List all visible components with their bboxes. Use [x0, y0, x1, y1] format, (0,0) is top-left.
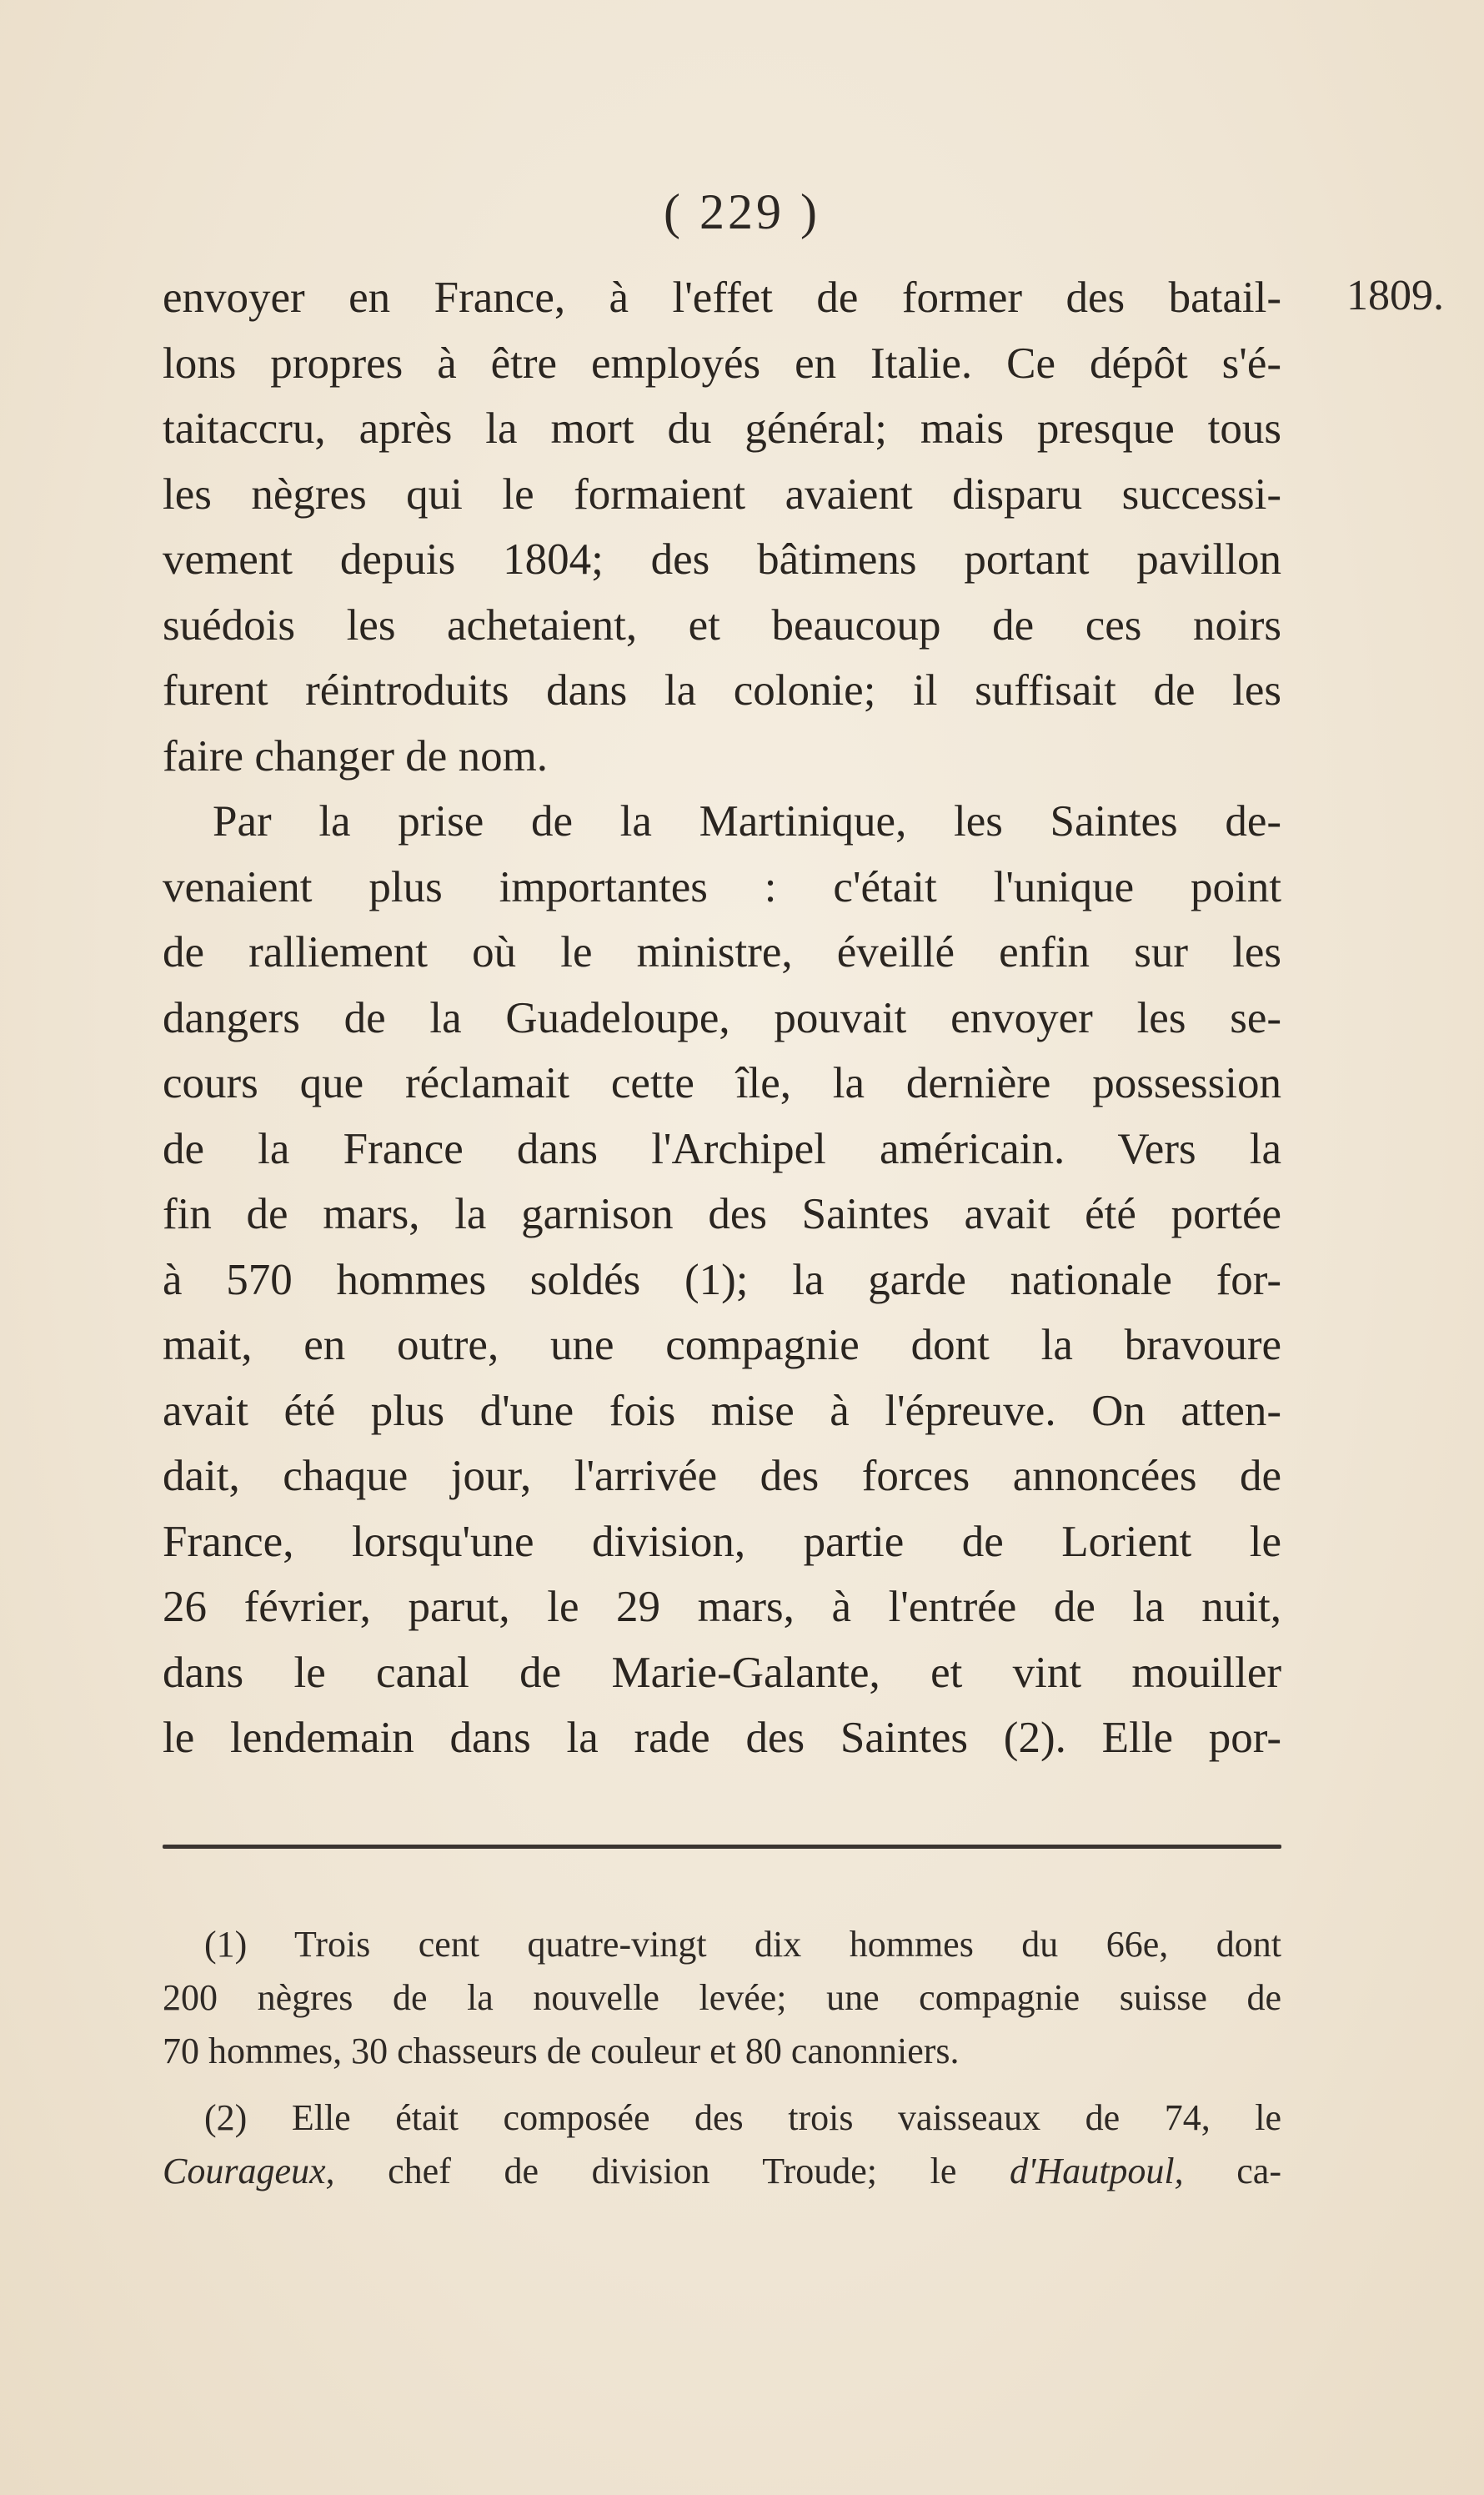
footnote-line — [163, 2145, 1281, 2198]
text-line: fin de mars, la garnison des Saintes avait été portée — [163, 1190, 1281, 1238]
text-line: avait été plus d'une fois mise à l'épreuve. On atten- — [163, 1386, 1281, 1435]
text-line: à 570 hommes soldés (1); la garde nationale for- — [163, 1255, 1281, 1304]
footnote-line: 200 nègres de la nouvelle levée; une compagnie suisse de — [163, 1977, 1281, 2018]
footnote-line: (1) Trois cent quatre-vingt dix hommes du 66e, dont — [204, 1924, 1281, 1965]
footnote-line: 70 hommes, 30 chasseurs de couleur et 80 canonniers. — [163, 2031, 960, 2071]
main-text — [163, 265, 1281, 1771]
text-line: venaient plus importantes : c'était l'unique point — [163, 862, 1281, 911]
footnote-separator-rule — [163, 1845, 1281, 1849]
text-line: envoyer en France, à l'effet de former des batail- — [163, 274, 1281, 322]
text-line: de la France dans l'Archipel américain. Vers la — [163, 1124, 1281, 1173]
footnote-line: (2) Elle était composée des trois vaisseaux de 74, le — [204, 2097, 1281, 2138]
text-line: mait, en outre, une compagnie dont la bravoure — [163, 1321, 1281, 1369]
text-line: faire changer de nom. — [163, 731, 549, 781]
text-line: taitaccru, après la mort du général; mais presque tous — [163, 404, 1281, 453]
text-line: suédois les achetaient, et beaucoup de ces noirs — [163, 600, 1281, 650]
text-line: furent réintroduits dans la colonie; il suffisait de les — [163, 666, 1281, 715]
text-line: cours que réclamait cette île, la dernière possession — [163, 1059, 1281, 1107]
text-line: vement depuis 1804; des bâtimens portant pavillon — [163, 535, 1281, 584]
text-line: France, lorsqu'une division, partie de Lorient le — [163, 1517, 1281, 1566]
footnote-text: ca- — [1183, 2151, 1281, 2191]
text-line: lons propres à être employés en Italie. Ce dépôt s'é- — [163, 339, 1281, 388]
text-line: dans le canal de Marie-Galante, et vint mouiller — [163, 1648, 1281, 1697]
ship-name: Courageux, — [163, 2151, 335, 2191]
page-number: ( 229 ) — [664, 184, 820, 239]
text-line: dait, chaque jour, l'arrivée des forces annoncées de — [163, 1452, 1281, 1500]
footnotes — [163, 1918, 1281, 2198]
text-line: 26 février, parut, le 29 mars, à l'entrée de la nuit, — [163, 1583, 1281, 1631]
text-line: Par la prise de la Martinique, les Saintes de- — [213, 797, 1281, 846]
text-line: dangers de la Guadeloupe, pouvait envoyer les se- — [163, 993, 1281, 1042]
text-line: de ralliement où le ministre, éveillé enfin sur les — [163, 928, 1281, 976]
text-line: les nègres qui le formaient avaient disparu successi- — [163, 469, 1281, 519]
margin-year-note: 1809. — [1346, 272, 1444, 319]
footnote-text: chef de division Troude; le — [334, 2151, 1010, 2191]
text-line: le lendemain dans la rade des Saintes (2). Elle por- — [163, 1714, 1281, 1762]
ship-name: d'Hautpoul, — [1010, 2151, 1184, 2191]
